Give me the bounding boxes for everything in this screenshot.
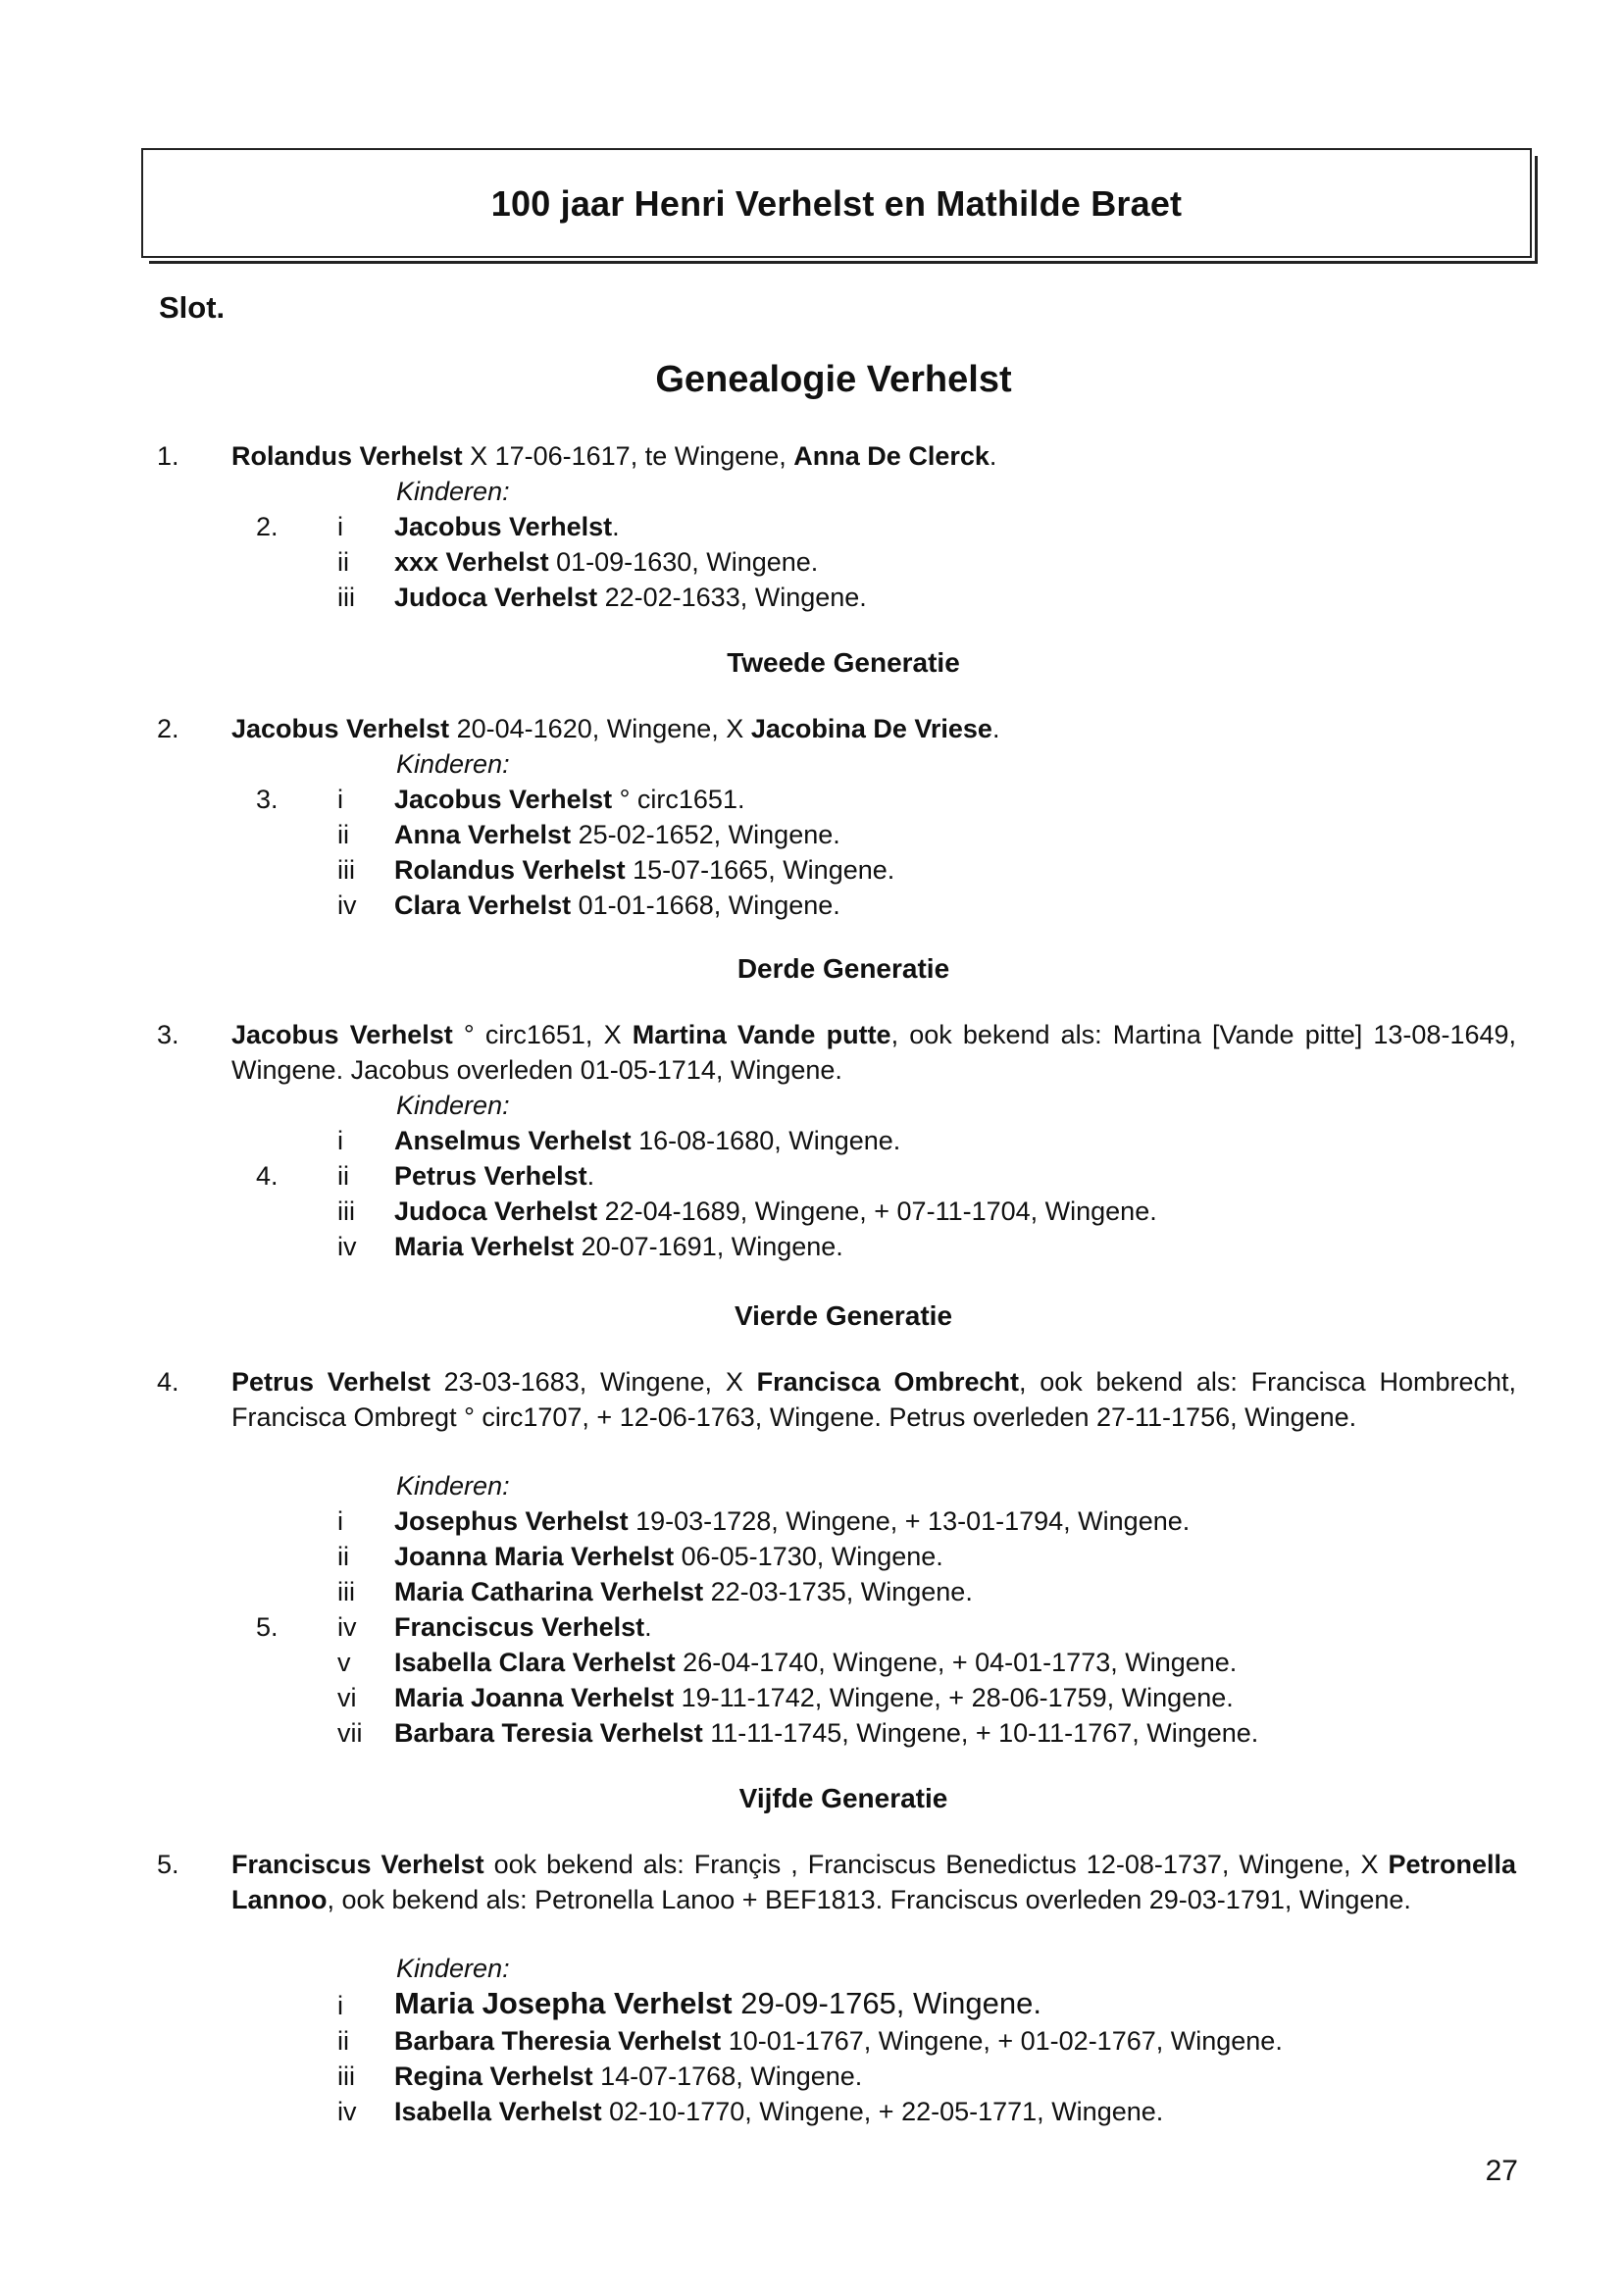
child-name: Maria Catharina Verhelst [394,1577,704,1606]
child-line [394,1505,1190,1537]
person-name: Rolandus Verhelst [231,441,463,471]
child-detail: 01-09-1630, Wingene. [548,547,819,577]
child-name: Petrus Verhelst [394,1161,587,1191]
child-roman: iii [337,1577,355,1606]
child-roman: v [337,1648,351,1677]
entry-detail: , ook bekend als: Martina [Vande pitte] 13-08-1649, Wingene. Jacobus overleden 01-05-1714, Wingene. [231,1020,1517,1085]
child-detail: 15-07-1665, Wingene. [625,855,895,885]
spouse-name: Anna De Clerck [793,441,990,471]
child-detail: 25-02-1652, Wingene. [571,820,840,849]
child-roman: iii [337,2062,355,2091]
entry-detail: ook bekend als: Françis , Franciscus Benedictus 12-08-1737, Wingene, X [483,1850,1389,1879]
child-name: Jacobus Verhelst [394,512,613,541]
child-detail: 01-01-1668, Wingene. [571,891,840,920]
child-ref: 5. [256,1612,279,1642]
child-name: Josephus Verhelst [394,1506,629,1536]
child-ref: 2. [256,512,279,541]
child-line [394,1647,1237,1678]
child-roman: ii [337,1542,349,1571]
child-name: Rolandus Verhelst [394,855,626,885]
child-roman: vi [337,1683,357,1712]
child-name: xxx Verhelst [394,547,549,577]
title-box [141,148,1532,258]
child-name: Regina Verhelst [394,2062,593,2091]
child-name: Barbara Teresia Verhelst [394,1718,703,1748]
child-line [394,1125,900,1156]
child-roman: iii [337,1196,355,1226]
person-name: Jacobus Verhelst [231,1020,453,1049]
child-line [394,2096,1163,2127]
child-roman: ii [337,1161,349,1191]
entry-number: 2. [157,714,179,743]
child-line [394,1611,652,1643]
person-name: Petrus Verhelst [231,1367,431,1397]
child-detail: . [612,512,620,541]
child-line [394,1196,1157,1227]
child-detail: 16-08-1680, Wingene. [631,1126,901,1155]
child-name: Maria Joanna Verhelst [394,1683,675,1712]
child-line [394,819,840,850]
generation-heading: Vijfde Generatie [738,1783,948,1813]
person-name: Franciscus Verhelst [231,1850,484,1879]
child-name: Maria Josepha Verhelst [394,1986,733,2020]
child-name: Isabella Clara Verhelst [394,1648,676,1677]
child-line [394,582,867,613]
entry-number: 3. [157,1020,179,1049]
generation-heading: Derde Generatie [736,953,950,984]
child-detail: 02-10-1770, Wingene, + 22-05-1771, Wingene. [601,2097,1164,2126]
child-name: Maria Verhelst [394,1232,575,1261]
child-name: Jacobus Verhelst [394,785,613,814]
child-line [394,1682,1234,1713]
child-detail: . [586,1161,595,1191]
child-line [394,854,894,886]
child-roman: ii [337,547,349,577]
child-roman: ii [337,820,349,849]
child-line [394,2025,1283,2057]
spouse-name: Francisca Ombrecht [756,1367,1019,1397]
child-roman: iii [337,855,355,885]
child-name: Judoca Verhelst [394,1196,598,1226]
child-line [394,1717,1258,1749]
child-name: Judoca Verhelst [394,583,598,612]
child-name: Clara Verhelst [394,891,572,920]
child-detail: 19-03-1728, Wingene, + 13-01-1794, Wingene. [628,1506,1191,1536]
entry-number: 4. [157,1367,179,1397]
entry-paragraph [231,1364,1516,1435]
child-line [394,1576,973,1607]
child-roman: iii [337,583,355,612]
child-ref: 4. [256,1161,279,1191]
child-roman: i [337,785,343,814]
child-detail: 14-07-1768, Wingene. [592,2062,863,2091]
child-roman: iv [337,1612,357,1642]
child-line [394,511,620,542]
child-roman: iv [337,891,357,920]
child-name: Franciscus Verhelst [394,1612,645,1642]
child-detail: ° circ1651. [612,785,745,814]
page-title: Genealogie Verhelst [655,359,1012,400]
child-name: Anselmus Verhelst [394,1126,632,1155]
child-line [394,1160,594,1192]
child-detail: 22-04-1689, Wingene, + 07-11-1704, Wingene. [597,1196,1157,1226]
entry-detail: ° circ1651, X [452,1020,633,1049]
person-name: Jacobus Verhelst [231,714,450,743]
slot-label: Slot. [159,290,226,325]
entry-line [231,440,996,472]
page-number: 27 [1485,2155,1518,2187]
child-line [394,2061,862,2092]
child-name: Anna Verhelst [394,820,572,849]
spouse-name: Martina Vande putte [632,1020,891,1049]
child-detail: 29-09-1765, Wingene. [732,1986,1041,2020]
child-detail: 26-04-1740, Wingene, + 04-01-1773, Wingene. [675,1648,1238,1677]
child-line [394,1541,943,1572]
kinderen-label: Kinderen: [396,1471,510,1501]
entry-detail: 20-04-1620, Wingene, X [449,714,751,743]
child-roman: i [337,1991,343,2020]
child-line [394,784,744,815]
entry-paragraph [231,1017,1516,1088]
entry-paragraph [231,1847,1516,1917]
child-detail: . [644,1612,652,1642]
kinderen-label: Kinderen: [396,1954,510,1983]
entry-number: 5. [157,1850,179,1879]
entry-detail: 23-03-1683, Wingene, X [430,1367,757,1397]
child-name: Joanna Maria Verhelst [394,1542,675,1571]
child-roman: ii [337,2026,349,2056]
child-roman: i [337,1126,343,1155]
child-detail: 22-02-1633, Wingene. [597,583,867,612]
spouse-name: Petronella Lannoo [231,1850,1516,1914]
entry-number: 1. [157,441,179,471]
generation-heading: Vierde Generatie [734,1300,953,1331]
page-header-title: 100 jaar Henri Verhelst en Mathilde Braet [490,183,1183,224]
child-roman: iv [337,1232,357,1261]
entry-detail: , ook bekend als: Francisca Hombrecht, Francisca Ombregt ° circ1707, + 12-06-1763, Wingene. Petrus overleden 27-11-1756, Wingene. [231,1367,1517,1432]
child-line [394,1231,843,1262]
entry-detail: , ook bekend als: Petronella Lanoo + BEF1813. Franciscus overleden 29-03-1791, Wingene. [327,1885,1411,1914]
child-name: Isabella Verhelst [394,2097,602,2126]
entry-line [231,713,999,744]
generation-heading: Tweede Generatie [727,647,960,678]
child-name: Barbara Theresia Verhelst [394,2026,722,2056]
entry-detail: . [991,714,1000,743]
spouse-name: Jacobina De Vriese [750,714,992,743]
entry-detail: X 17-06-1617, te Wingene, [462,441,794,471]
child-detail: 22-03-1735, Wingene. [703,1577,973,1606]
kinderen-label: Kinderen: [396,477,510,506]
child-detail: 19-11-1742, Wingene, + 28-06-1759, Wingene. [674,1683,1234,1712]
child-roman: i [337,1506,343,1536]
entry-detail: . [989,441,997,471]
child-detail: 20-07-1691, Wingene. [574,1232,843,1261]
child-roman: i [337,512,343,541]
child-detail: 11-11-1745, Wingene, + 10-11-1767, Wingene. [702,1718,1259,1748]
kinderen-label: Kinderen: [396,1091,510,1120]
child-roman: vii [337,1718,363,1748]
child-line [394,1988,1041,2019]
kinderen-label: Kinderen: [396,749,510,779]
child-ref: 3. [256,785,279,814]
child-roman: iv [337,2097,357,2126]
child-detail: 10-01-1767, Wingene, + 01-02-1767, Wingene. [721,2026,1283,2056]
child-line [394,890,840,921]
child-line [394,546,818,578]
child-detail: 06-05-1730, Wingene. [674,1542,943,1571]
